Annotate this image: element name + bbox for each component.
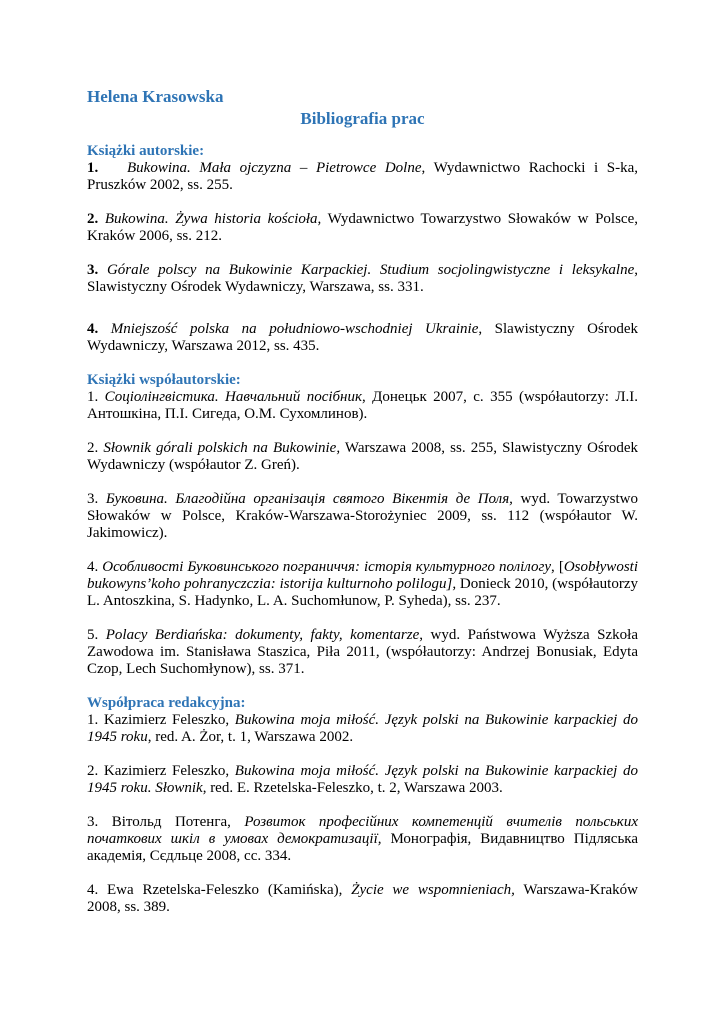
entry-title: Bukowina. Żywa historia kościoła, [104, 211, 322, 227]
entry-details: Warszawa 2008, ss. 255, Slawistyczny Ośrodek Wydawniczy (współautor Z. Greń). [87, 440, 639, 473]
entry-details: wyd. Towarzystwo Słowaków w Polsce, Kraków-Warszawa-Storożyniec 2009, ss. 112 (współautor W. Jakimowicz). [87, 491, 638, 541]
entry-details: , [ [551, 559, 564, 575]
entry-title: Życie we wspomnieniach, [351, 882, 515, 898]
entry-title: Słownik górali polskich na Bukowinie, [103, 440, 341, 456]
entry-number: 3. [87, 491, 99, 507]
entry-title: Bukowina. Mała ojczyzna – Pietrowce Dolne [127, 160, 422, 176]
bibliography-entry [87, 559, 638, 610]
entry-title: Polacy Berdiańska: dokumenty, fakty, komentarze [105, 627, 420, 643]
entry-details: Монографія, Видавництво Підляська академія, Сєдльце 2008, сс. 334. [87, 831, 638, 864]
section-title-authored-books: Książki autorskie: [87, 143, 205, 159]
entry-number: 4. [87, 559, 99, 575]
entry-details: , red. A. Żor, t. 1, Warszawa 2002. [147, 729, 354, 745]
entry-title: Mniejszość polska na południowo-wschodniej Ukrainie [110, 321, 479, 337]
entry-title: Górale polscy na Bukowinie Karpackiej. Studium socjolingwistyczne i leksykalne [106, 262, 635, 278]
bibliography-entry [87, 160, 638, 194]
document-title: Bibliografia prac [300, 109, 425, 128]
entry-details: , Донецьк 2007, с. 355 (współautorzy: Л.І. Антошкіна, П.І. Сигеда, О.М. Сухомлинов). [87, 389, 638, 422]
entry-number: 1. [87, 160, 99, 176]
bibliography-entry [87, 763, 638, 797]
entry-title: Соціолінгвістика. Навчальний посібник [104, 389, 363, 405]
bibliography-entry [87, 262, 638, 296]
entry-title: Bukowina moja miłość. Język polski na Bukowinie karpackiej do 1945 roku [87, 712, 638, 745]
section-title-editorial-work: Współpraca redakcyjna: [87, 695, 246, 711]
entry-details: Donieck 2010, (współautorzy L. Antoszkina, S. Hadynko, L. A. Suchomłunow, P. Syheda), ss. 237. [87, 576, 638, 609]
entry-number: 2. [87, 211, 99, 227]
section-title-coauthored-books: Książki współautorskie: [87, 372, 241, 388]
bibliography-entry [87, 491, 638, 542]
author-name: Helena Krasowska [87, 87, 224, 106]
entry-author: Kazimierz Feleszko, [98, 712, 235, 728]
entry-details: , red. E. Rzetelska-Feleszko, t. 2, Warszawa 2003. [202, 780, 503, 796]
bibliography-entry [87, 389, 638, 423]
bibliography-entry [87, 882, 638, 916]
entry-title-transliterated: Osobływosti bukowyns’koho pohranyczczia: istorija kulturnoho polilogu], [87, 559, 638, 592]
entry-author: Ewa Rzetelska-Feleszko (Kamińska), [98, 882, 352, 898]
entry-details: , Slawistyczny Ośrodek Wydawniczy, Warszawa, ss. 331. [87, 262, 638, 295]
entry-details: , wyd. Państwowa Wyższa Szkoła Zawodowa im. Stanisława Staszica, Piła 2011, (współautorzy: Andrzej Bonusiak, Edyta Czop, Lech Suchomłynow), ss. 371. [87, 627, 638, 677]
entry-number: 3. [87, 262, 99, 278]
entry-number: 2. [87, 763, 99, 779]
entry-number: 5. [87, 627, 99, 643]
entry-title: Буковина. Благодійна організація святого Вікентія де Поля, [105, 491, 513, 507]
entry-number: 1. [87, 389, 99, 405]
bibliography-entry [87, 440, 638, 474]
entry-number: 4. [87, 882, 99, 898]
entry-number: 1. [87, 712, 99, 728]
bibliography-entry [87, 712, 638, 746]
entry-number: 4. [87, 321, 99, 337]
entry-details: , Wydawnictwo Rachocki i S-ka, Pruszków 2002, ss. 255. [87, 160, 638, 193]
bibliography-entry [87, 211, 638, 245]
entry-number: 2. [87, 440, 99, 456]
bibliography-entry [87, 321, 638, 355]
entry-author: Kazimierz Feleszko, [98, 763, 235, 779]
entry-details: Warszawa-Kraków 2008, ss. 389. [87, 882, 638, 915]
entry-author: Вітольд Потенга, [98, 814, 245, 830]
entry-number: 3. [87, 814, 99, 830]
entry-details: Wydawnictwo Towarzystwo Słowaków w Polsce, Kraków 2006, ss. 212. [87, 211, 638, 244]
entry-title: Bukowina moja miłość. Język polski na Bukowinie karpackiej do 1945 roku. Słownik [87, 763, 638, 796]
entry-title: Особливості Буковинського пограниччя: історія культурного полілогу [102, 559, 552, 575]
bibliography-entry [87, 814, 638, 865]
entry-title: Розвиток професійних компетенцій вчителів польських початкових шкіл в умовах демократизації, [87, 814, 638, 847]
entry-details: , Slawistyczny Ośrodek Wydawniczy, Warszawa 2012, ss. 435. [87, 321, 638, 354]
bibliography-entry [87, 627, 638, 678]
